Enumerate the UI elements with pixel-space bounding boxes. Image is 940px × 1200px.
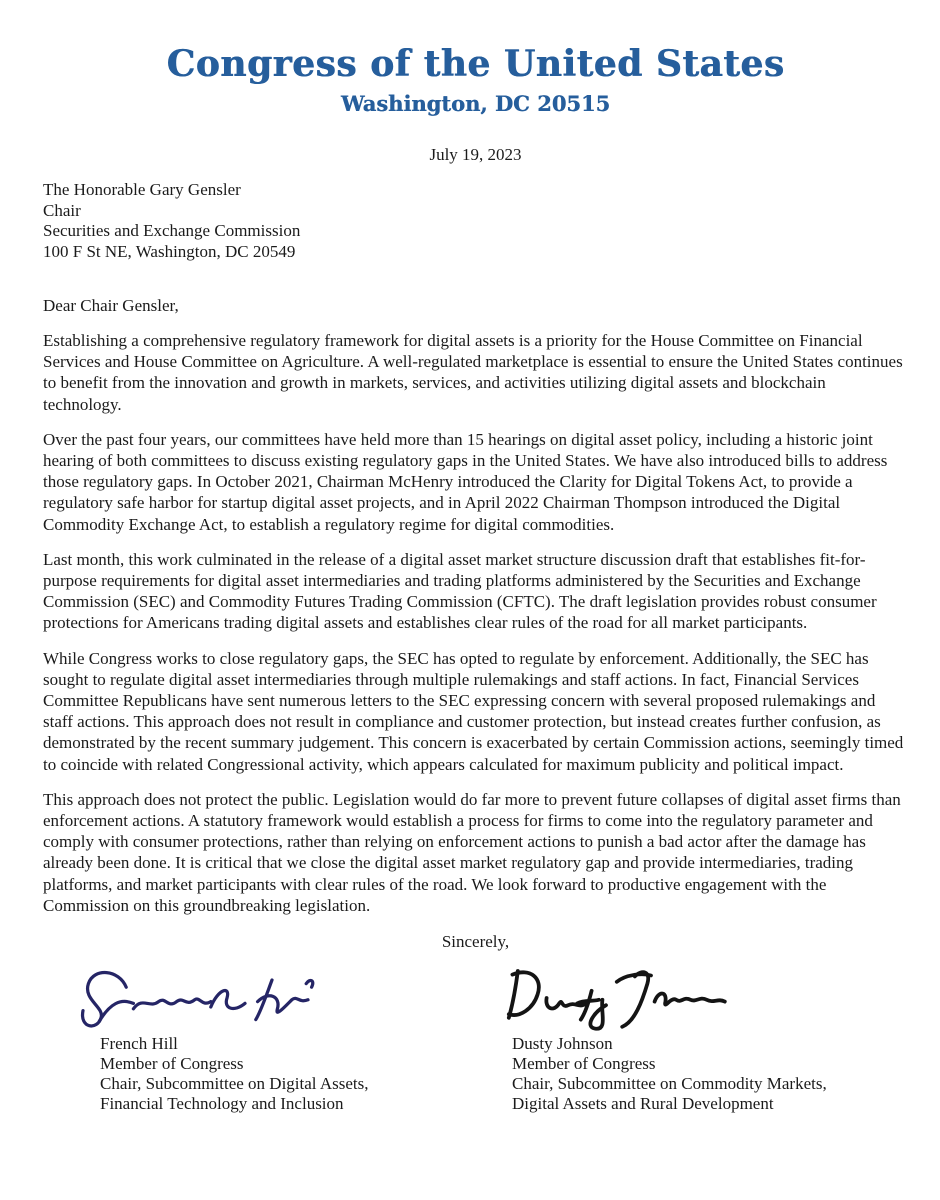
signature-area [43,962,908,1114]
recipient-name: The Honorable Gary Gensler [43,180,241,199]
paragraph-sec-enforcement: While Congress works to close regulatory gaps, the SEC has opted to regulate by enforcement. Additionally, the SEC has sought to regulate digital asset intermediaries through multiple rulemakings and staff actions. In fact, Financial Services Committee Republicans have sent numerous letters to the SEC expressing concern with several proposed rulemakings and staff actions. This approach does not result in compliance and customer protection, but instead creates further confusion, as demonstrated by the recent summary judgement. This concern is exacerbated by certain Commission actions, seemingly timed to coincide with related Congressional activity, which appears calculated for maximum publicity and political impact. [43,648,904,774]
letterhead-org-name: Congress of the United States [166,43,785,85]
recipient-address-block [43,180,908,262]
paragraph-legislation-call: This approach does not protect the public. Legislation would do far more to prevent future collapses of digital asset firms than enforcement actions. A statutory framework would establish a process for firms to come into the regulatory parameter and comply with consumer protections, rather than relying on enforcement actions to punish a bad actor after the damage has already been done. It is critical that we close the digital asset market regulatory gap and provide intermediaries, trading platforms, and market participants with clear rules of the road. We look forward to productive engagement with the Commission on this groundbreaking legislation. [43,789,901,915]
french-hill-signature-icon [68,962,498,1034]
salutation: Dear Chair Gensler, [43,296,179,315]
signer-title-line: Digital Assets and Rural Development [512,1094,774,1114]
letterhead-org-address: Washington, DC 20515 [340,91,611,116]
letter-body [43,330,908,916]
signature-block-dusty-johnson [498,962,908,1114]
signer-title-line: Chair, Subcommittee on Commodity Markets, [512,1074,827,1094]
paragraph-regulatory-framework: Establishing a comprehensive regulatory framework for digital assets is a priority for the House Committee on Financial Services and House Committee on Agriculture. A well-regulated marketplace is essential to ensure the United States continues to benefit from the innovation and growth in markets, services, and activities utilizing digital assets and blockchain technology. [43,331,903,414]
recipient-title: Chair [43,200,81,220]
letterhead [43,0,908,117]
signer-title-line: Chair, Subcommittee on Digital Assets, [100,1074,369,1094]
letter-date: July 19, 2023 [429,145,522,164]
signature-block-french-hill [43,962,498,1114]
signer-info-dusty-johnson [512,1034,908,1114]
dusty-johnson-signature-icon [498,962,908,1034]
paragraph-discussion-draft: Last month, this work culminated in the release of a digital asset market structure discussion draft that establishes fit-for-purpose requirements for digital asset intermediaries and trading platforms administered by the Securities and Exchange Commission (SEC) and Commodity Futures Trading Commission (CFTC). The draft legislation provides robust consumer protections for Americans trading digital assets and establishes clear rules of the road for all market participants. [43,549,877,633]
signer-name: French Hill [100,1034,178,1054]
paragraph-hearings-and-bills: Over the past four years, our committees have held more than 15 hearings on digital asset policy, including a historic joint hearing of both committees to discuss existing regulatory gaps in the United States. We have also introduced bills to address those regulatory gaps. In October 2021, Chairman McHenry introduced the Clarity for Digital Tokens Act, to provide a regulatory safe harbor for startup digital asset projects, and in April 2022 Chairman Thompson introduced the Digital Commodity Exchange Act, to establish a regulatory regime for digital commodities. [43,429,888,534]
signer-title-line: Financial Technology and Inclusion [100,1094,344,1114]
signer-title-line: Member of Congress [100,1054,244,1074]
closing-valediction: Sincerely, [441,932,510,952]
signer-info-french-hill [100,1034,498,1114]
recipient-street-address: 100 F St NE, Washington, DC 20549 [43,241,296,261]
signer-title-line: Member of Congress [512,1054,656,1074]
signer-name: Dusty Johnson [512,1034,613,1054]
recipient-organization: Securities and Exchange Commission [43,221,301,240]
